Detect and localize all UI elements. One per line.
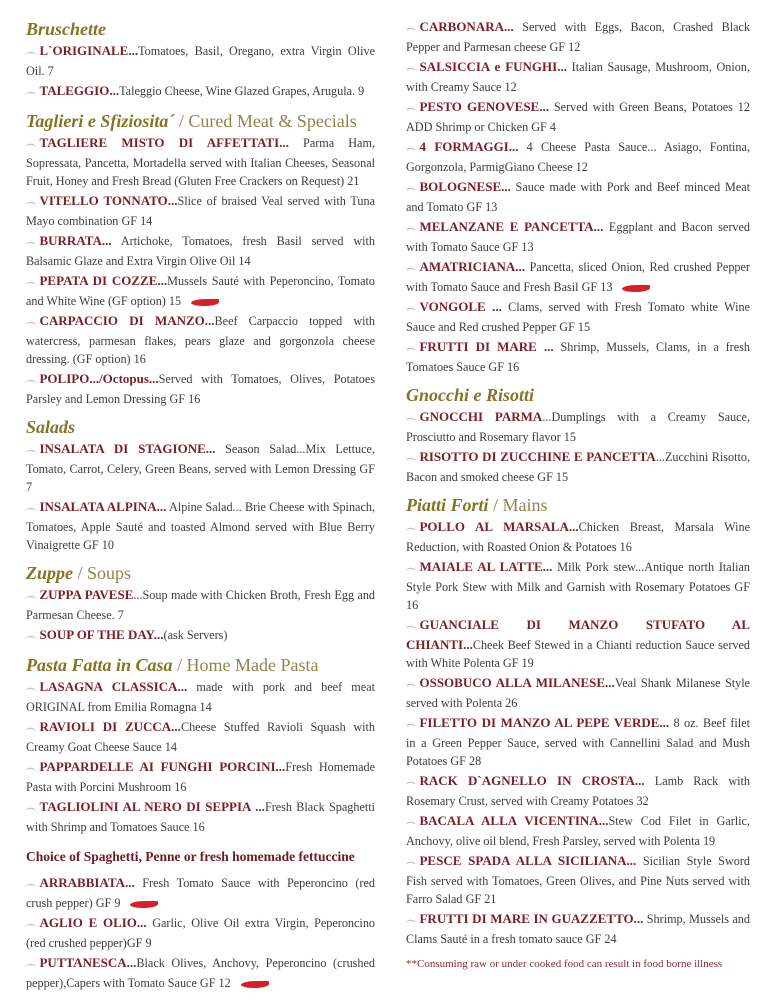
vine-flourish-icon: ෴ — [406, 679, 416, 690]
item-description: Served with Tomatoes, Olives, Potatoes Parsley and Lemon Dressing GF 16 — [26, 372, 375, 406]
section-title: Choice of Spaghetti, Penne or fresh homemade fettuccine — [26, 849, 355, 864]
item-name: GNOCCHI PARMA — [419, 409, 543, 424]
vine-flourish-icon: ෴ — [26, 277, 36, 288]
menu-section — [26, 844, 375, 992]
menu-item — [26, 758, 375, 796]
section-heading — [26, 654, 375, 676]
vine-flourish-icon: ෴ — [26, 503, 36, 514]
section-subtitle: / Soups — [73, 563, 132, 583]
item-name: POLLO AL MARSALA... — [419, 519, 579, 534]
item-description: Chicken Breast, Marsala Wine Reduction, with Roasted Onion & Potatoes 16 — [406, 520, 751, 554]
menu-item — [26, 42, 375, 80]
item-description: Veal Shank Milanese Style served with Polenta 26 — [406, 676, 750, 710]
item-description: Clams, served with Fresh Tomato white Wine Sauce and Red crushed Pepper GF 15 — [406, 300, 750, 334]
menu-item — [26, 798, 375, 836]
item-description: Cheese Stuffed Ravioli Squash with Creamy Goat Cheese Sauce 14 — [26, 720, 376, 754]
item-description: Milk Pork stew...Antique north Italian Style Pork Stew with Milk and Garnish with Rosemary Potatoes GF 16 — [406, 560, 750, 612]
menu-item — [406, 910, 750, 948]
item-name: FRUTTI DI MARE ... — [419, 339, 554, 354]
item-name: AMATRICIANA... — [419, 259, 526, 274]
vine-flourish-icon: ෴ — [406, 183, 416, 194]
vine-flourish-icon: ෴ — [406, 413, 416, 424]
item-description: Slice of braised Veal served with Tuna Mayo combination GF 14 — [26, 194, 375, 228]
item-name: LASAGNA CLASSICA... — [39, 679, 188, 694]
item-name: BURRATA... — [39, 233, 112, 248]
vine-flourish-icon: ෴ — [406, 453, 416, 464]
menu-section — [406, 384, 750, 486]
item-name: ARRABBIATA... — [39, 875, 135, 890]
menu-item — [406, 178, 750, 216]
vine-flourish-icon: ෴ — [406, 523, 416, 534]
chili-pepper-icon — [130, 901, 158, 908]
vine-flourish-icon: ෴ — [26, 197, 36, 208]
item-description: Black Olives, Anchovy, Peperoncino (crushed pepper),Capers with Tomato Sauce GF 12 — [26, 956, 375, 990]
menu-item — [26, 312, 375, 368]
item-description: Cheek Beef Stewed in a Chianti reduction Sauce served with White Polenta GF 19 — [406, 638, 750, 670]
menu-item — [26, 272, 375, 310]
item-name: INSALATA DI STAGIONE... — [39, 441, 216, 456]
item-name: TALEGGIO... — [39, 83, 120, 98]
item-name: FILETTO DI MANZO AL PEPE VERDE... — [419, 715, 670, 730]
item-name: PUTTANESCA... — [39, 955, 137, 970]
item-description: Beef Carpaccio topped with watercress, parmesan flakes, pears glaze and gorgonzola cheese dressing. (GF option) 16 — [26, 314, 375, 366]
vine-flourish-icon: ෴ — [26, 139, 36, 150]
vine-flourish-icon: ෴ — [406, 857, 416, 868]
item-name: CARPACCIO DI MANZO... — [39, 313, 215, 328]
item-name: MAIALE AL LATTE... — [419, 559, 553, 574]
item-description: Served with Green Beans, Potatoes 12 ADD Shrimp or Chicken GF 4 — [406, 100, 750, 134]
menu-item — [406, 138, 750, 176]
vine-flourish-icon: ෴ — [406, 143, 416, 154]
vine-flourish-icon: ෴ — [406, 563, 416, 574]
menu-item — [26, 440, 375, 496]
section-subtitle: / Mains — [488, 495, 548, 515]
item-description: 8 oz. Beef filet in a Green Pepper Sauce, served with Cannellini Salad and Mush Potatoes GF 28 — [406, 716, 750, 768]
vine-flourish-icon: ෴ — [26, 591, 36, 602]
item-name: FRUTTI DI MARE IN GUAZZETTO... — [419, 911, 644, 926]
menu-item — [26, 954, 375, 992]
menu-item — [406, 58, 750, 96]
vine-flourish-icon: ෴ — [26, 87, 36, 98]
menu-item — [406, 448, 750, 486]
vine-flourish-icon: ෴ — [406, 915, 416, 926]
section-subtitle: / Home Made Pasta — [172, 655, 319, 675]
menu-item — [406, 518, 750, 556]
vine-flourish-icon: ෴ — [26, 47, 36, 58]
item-name: PEPATA DI COZZE... — [39, 273, 168, 288]
chili-pepper-icon — [622, 285, 650, 292]
menu-section — [26, 654, 375, 836]
item-description: Italian Sausage, Mushroom, Onion, with Creamy Sauce 12 — [406, 60, 751, 94]
item-description: made with pork and beef meat ORIGINAL from Emilia Romagna 14 — [26, 680, 375, 714]
item-description: Sicilian Style Sword Fish served with Tomatoes, Green Olives, and Pine Nuts served with Farro Salad GF 21 — [406, 854, 750, 906]
menu-section — [26, 562, 375, 646]
chili-pepper-icon — [191, 299, 219, 306]
section-title: Bruschette — [26, 19, 107, 39]
item-description: ...Zucchini Risotto, Bacon and smoked cheese GF 15 — [406, 450, 750, 484]
section-heading — [26, 416, 375, 438]
item-description: ...Soup made with Chicken Broth, Fresh Egg and Parmesan Cheese. 7 — [26, 588, 376, 622]
item-description: Season Salad...Mix Lettuce, Tomato, Carrot, Celery, Green Beans, served with Lemon Dressing GF 7 — [26, 442, 375, 494]
section-title: Gnocchi e Risotti — [406, 385, 535, 405]
menu-item — [26, 232, 375, 270]
item-name: BOLOGNESE... — [419, 179, 511, 194]
menu-section — [26, 18, 375, 102]
vine-flourish-icon: ෴ — [26, 763, 36, 774]
menu-item — [406, 852, 750, 908]
section-title: Taglieri e Sfiziosita´ — [26, 111, 175, 131]
item-description: Artichoke, Tomatoes, fresh Basil served with Balsamic Glaze and Extra Virgin Olive Oil 14 — [26, 234, 375, 268]
menu-right-column — [406, 18, 750, 972]
item-description: Stew Cod Filet in Garlic, Anchovy, olive oil blend, Fresh Parsley, served with Polenta 19 — [406, 814, 751, 848]
food-safety-footnote: **Consuming raw or under cooked food can result in food borne illness — [406, 958, 723, 970]
item-description: Taleggio Cheese, Wine Glazed Grapes, Arugula. 9 — [119, 84, 365, 98]
item-name: TAGLIERE MISTO DI AFFETTATI... — [39, 135, 289, 150]
vine-flourish-icon: ෴ — [406, 817, 416, 828]
item-description: 4 Cheese Pasta Sauce... Asiago, Fontina, Gorgonzola, ParmigGiano Cheese 12 — [406, 140, 750, 174]
vine-flourish-icon: ෴ — [406, 263, 416, 274]
item-name: SALSICCIA e FUNGHI... — [419, 59, 567, 74]
vine-flourish-icon: ෴ — [406, 343, 416, 354]
item-description: (ask Servers) — [163, 628, 228, 642]
menu-item — [406, 338, 750, 376]
item-description: Shrimp, Mussels and Clams Sauté in a fresh tomato sauce GF 24 — [406, 912, 750, 946]
menu-item — [406, 258, 750, 296]
section-heading — [406, 494, 750, 516]
vine-flourish-icon: ෴ — [26, 919, 36, 930]
section-title: Salads — [26, 417, 76, 437]
item-description: Garlic, Olive Oil extra Virgin, Peperoncino (red crushed pepper)GF 9 — [26, 916, 376, 950]
menu-item — [406, 812, 750, 850]
item-name: GUANCIALE DI MANZO STUFATO AL CHIANTI... — [406, 617, 750, 652]
item-description: ...Dumplings with a Creamy Sauce, Prosciutto and Rosemary flavor 15 — [406, 410, 750, 444]
item-name: RAVIOLI DI ZUCCA... — [39, 719, 181, 734]
menu-item — [26, 678, 375, 716]
item-name: PAPPARDELLE AI FUNGHI PORCINI... — [39, 759, 286, 774]
vine-flourish-icon: ෴ — [406, 303, 416, 314]
item-name: INSALATA ALPINA... — [39, 499, 167, 514]
vine-flourish-icon: ෴ — [26, 631, 36, 642]
vine-flourish-icon: ෴ — [406, 63, 416, 74]
section-heading — [26, 110, 375, 132]
item-name: RISOTTO DI ZUCCHINE E PANCETTA — [419, 449, 656, 464]
section-heading — [406, 384, 750, 406]
menu-item — [26, 192, 375, 230]
menu-section — [26, 416, 375, 554]
item-description: Mussels Sauté with Peperoncino, Tomato and White Wine (GF option) 15 — [26, 274, 375, 308]
item-name: ZUPPA PAVESE — [39, 587, 134, 602]
item-description: Lamb Rack with Rosemary Crust, served with Creamy Potatoes 32 — [406, 774, 750, 808]
item-name: BACALA ALLA VICENTINA... — [419, 813, 609, 828]
item-name: POLIPO.../Octopus... — [39, 371, 159, 386]
section-heading — [26, 18, 375, 40]
menu-item — [26, 82, 375, 102]
item-description: Fresh Tomato Sauce with Peperoncino (red crush pepper) GF 9 — [26, 876, 375, 910]
section-subtitle: / Cured Meat & Specials — [174, 111, 357, 131]
vine-flourish-icon: ෴ — [406, 621, 416, 632]
menu-item — [26, 370, 375, 408]
menu-item — [406, 298, 750, 336]
menu-item — [406, 772, 750, 810]
vine-flourish-icon: ෴ — [26, 723, 36, 734]
menu-item — [406, 18, 750, 56]
menu-item — [26, 498, 375, 554]
item-description: Pancetta, sliced Onion, Red crushed Pepper with Tomato Sauce and Fresh Basil GF 13 — [406, 260, 750, 294]
vine-flourish-icon: ෴ — [406, 719, 416, 730]
menu-item — [26, 586, 375, 624]
menu-item — [406, 674, 750, 712]
menu-item — [26, 718, 375, 756]
item-description: Served with Eggs, Bacon, Crashed Black Pepper and Parmesan cheese GF 12 — [406, 20, 750, 54]
section-heading — [26, 562, 375, 584]
menu-section — [406, 494, 750, 948]
item-description: Sauce made with Pork and Beef minced Meat and Tomato GF 13 — [406, 180, 750, 214]
menu-item — [406, 408, 750, 446]
item-name: VITELLO TONNATO... — [39, 193, 178, 208]
vine-flourish-icon: ෴ — [406, 23, 416, 34]
item-description: Fresh Black Spaghetti with Shrimp and Tomatoes Sauce 16 — [26, 800, 376, 834]
vine-flourish-icon: ෴ — [26, 879, 36, 890]
item-name: L`ORIGINALE... — [39, 43, 139, 58]
section-title: Piatti Forti — [406, 495, 489, 515]
vine-flourish-icon: ෴ — [26, 317, 36, 328]
vine-flourish-icon: ෴ — [26, 237, 36, 248]
item-name: 4 FORMAGGI... — [419, 139, 519, 154]
menu-item — [26, 874, 375, 912]
menu-section — [26, 110, 375, 408]
section-title: Pasta Fatta in Casa — [26, 655, 173, 675]
menu-item — [26, 134, 375, 190]
vine-flourish-icon: ෴ — [406, 777, 416, 788]
item-name: TAGLIOLINI AL NERO DI SEPPIA ... — [39, 799, 265, 814]
item-name: PESCE SPADA ALLA SICILIANA... — [419, 853, 637, 868]
item-name: MELANZANE E PANCETTA... — [419, 219, 604, 234]
item-description: Parma Ham, Sopressata, Pancetta, Mortadella served with Italian Cheeses, Seasonal Fruit, Honey and Fresh Bread (Gluten Free Crackers on Request) 21 — [26, 136, 375, 188]
vine-flourish-icon: ෴ — [26, 445, 36, 456]
vine-flourish-icon: ෴ — [26, 375, 36, 386]
menu-item — [406, 98, 750, 136]
menu-item — [406, 558, 750, 614]
section-title: Zuppe — [26, 563, 73, 583]
item-name: CARBONARA... — [419, 19, 514, 34]
vine-flourish-icon: ෴ — [26, 959, 36, 970]
item-name: VONGOLE ... — [419, 299, 502, 314]
vine-flourish-icon: ෴ — [406, 223, 416, 234]
vine-flourish-icon: ෴ — [406, 103, 416, 114]
item-description: Tomatoes, Basil, Oregano, extra Virgin Olive Oil. 7 — [26, 44, 375, 78]
vine-flourish-icon: ෴ — [26, 683, 36, 694]
chili-pepper-icon — [241, 981, 269, 988]
vine-flourish-icon: ෴ — [26, 803, 36, 814]
item-description: Fresh Homemade Pasta with Porcini Mushroom 16 — [26, 760, 375, 794]
item-name: PESTO GENOVESE... — [419, 99, 549, 114]
item-description: Shrimp, Mussels, Clams, in a fresh Tomatoes Sauce GF 16 — [406, 340, 750, 374]
section-heading — [26, 844, 375, 866]
menu-item — [26, 626, 375, 646]
item-name: RACK D`AGNELLO IN CROSTA... — [419, 773, 645, 788]
menu-left-column — [26, 18, 375, 1000]
menu-item — [406, 616, 750, 672]
menu-item — [406, 218, 750, 256]
menu-item — [406, 714, 750, 770]
menu-item — [26, 914, 375, 952]
item-name: AGLIO E OLIO... — [39, 915, 147, 930]
item-name: OSSOBUCO ALLA MILANESE... — [419, 675, 615, 690]
menu-section — [406, 18, 750, 376]
item-name: SOUP OF THE DAY... — [39, 627, 164, 642]
item-description: Eggplant and Bacon served with Tomato Sauce GF 13 — [406, 220, 750, 254]
item-description: Alpine Salad... Brie Cheese with Spinach, Tomatoes, Apple Sauté and toasted Almond served with Blue Berry Vinaigrette GF 10 — [26, 500, 376, 552]
